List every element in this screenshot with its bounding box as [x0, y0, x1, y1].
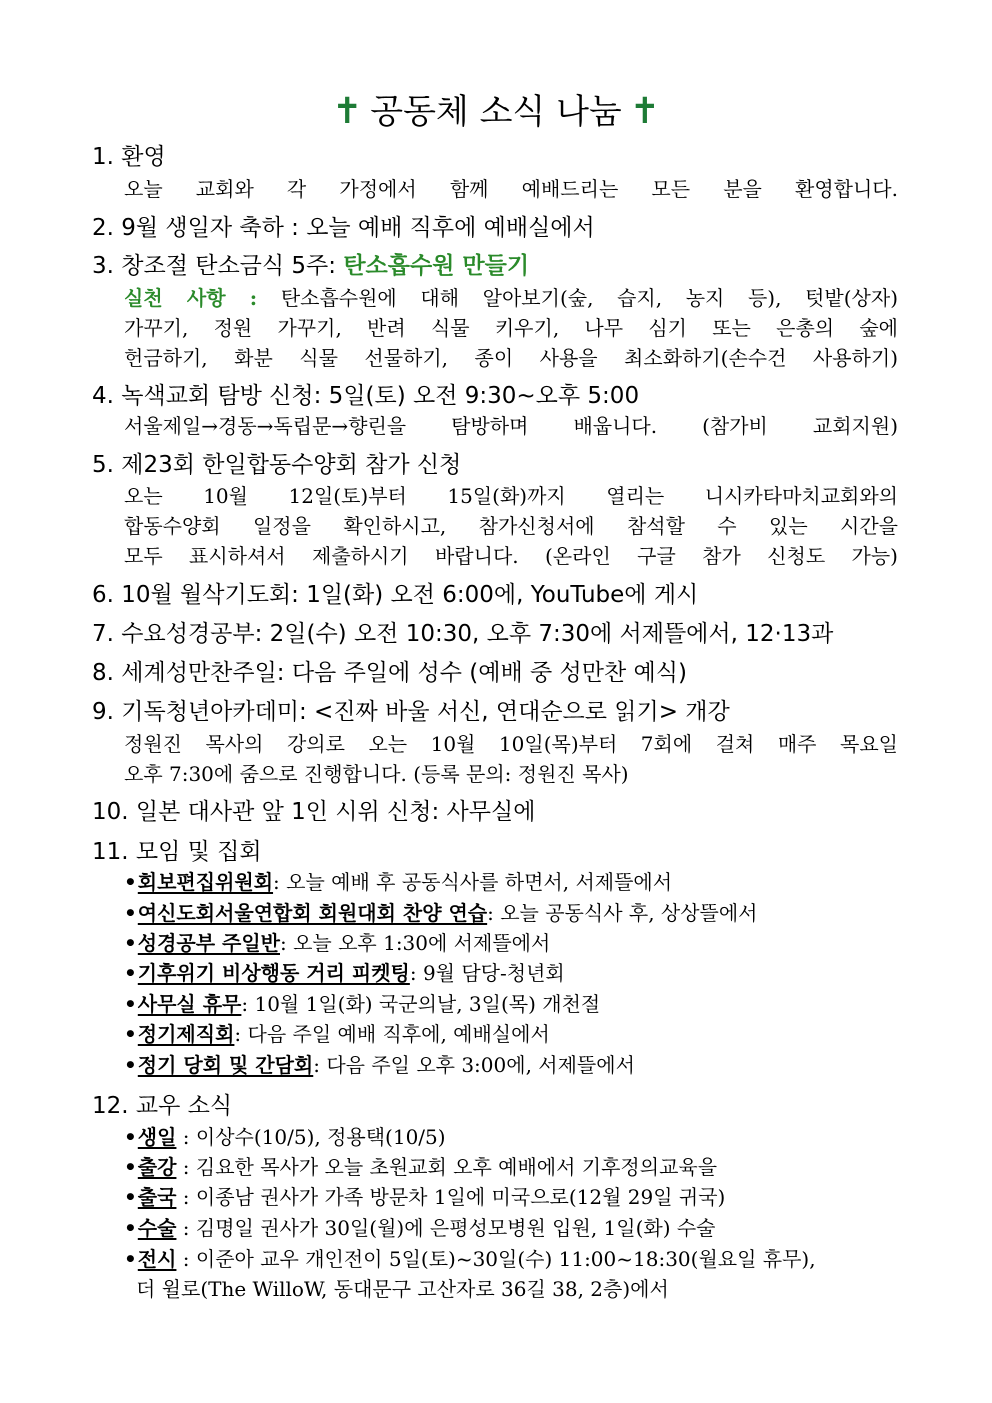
list-item: •회보편집위원회: 오늘 예배 후 공동식사를 하면서, 서제뜰에서	[124, 870, 673, 894]
item-12-heading: 12. 교우 소식	[92, 1093, 233, 1119]
item-3-line-1: 실천 사항 : 탄소흡수원에 대해 알아보기(숲, 습지, 농지 등), 텃밭(상자)	[124, 286, 899, 310]
title-text: 공동체 소식 나눔	[370, 92, 622, 132]
item-7-heading: 7. 수요성경공부: 2일(수) 오전 10:30, 오후 7:30에 서제뜰에서, 12·13과	[92, 621, 834, 647]
item-5-line-3: 모두 표시하셔서 제출하시기 바랍니다. (온라인 구글 참가 신청도 가능)	[124, 544, 898, 568]
item-4-line: 서울제일→경동→독립문→향린을 탐방하며 배웁니다. (참가비 교회지원)	[124, 414, 898, 438]
item-11-heading: 11. 모임 및 집회	[92, 839, 262, 865]
item-10-heading: 10. 일본 대사관 앞 1인 시위 신청: 사무실에	[92, 799, 536, 825]
list-item: •기후위기 비상행동 거리 피켓팅: 9월 담당-청년회	[124, 961, 565, 985]
list-item-continuation: 더 윌로(The WilloW, 동대문구 고산자로 36길 38, 2층)에서	[136, 1277, 669, 1301]
list-item: •전시 : 이준아 교우 개인전이 5일(토)~30일(수) 11:00~18:30(월요일 휴무),	[124, 1247, 816, 1271]
item-9-line-1: 정원진 목사의 강의로 오는 10월 10일(목)부터 7회에 걸쳐 매주 목요일	[124, 732, 898, 756]
list-item: •출강 : 김요한 목사가 오늘 초원교회 오후 예배에서 기후정의교육을	[124, 1155, 718, 1179]
list-item: •여신도회서울연합회 회원대회 찬양 연습: 오늘 공동식사 후, 상상뜰에서	[124, 901, 758, 925]
item-4-heading: 4. 녹색교회 탐방 신청: 5일(토) 오전 9:30~오후 5:00	[92, 383, 640, 409]
item-5-line-1: 오는 10월 12일(토)부터 15일(화)까지 열리는 니시카타마치교회와의	[124, 484, 898, 508]
list-item: •수술 : 김명일 권사가 30일(월)에 은평성모병원 입원, 1일(화) 수술	[124, 1216, 716, 1240]
item-8-heading: 8. 세계성만찬주일: 다음 주일에 성수 (예배 중 성만찬 예식)	[92, 660, 687, 686]
item-1-line: 오늘 교회와 각 가정에서 함께 예배드리는 모든 분을 환영합니다.	[124, 177, 898, 201]
item-3-line-3: 헌금하기, 화분 식물 선물하기, 종이 사용을 최소화하기(손수건 사용하기)	[124, 346, 898, 370]
page-title	[0, 88, 992, 136]
item-5-line-2: 합동수양회 일정을 확인하시고, 참가신청서에 참석할 수 있는 시간을	[124, 514, 898, 538]
item-5-heading: 5. 제23회 한일합동수양회 참가 신청	[92, 452, 462, 478]
list-item: •생일 : 이상수(10/5), 정용택(10/5)	[124, 1125, 446, 1149]
item-9-heading: 9. 기독청년아카데미: <진짜 바울 서신, 연대순으로 읽기> 개강	[92, 699, 730, 725]
right-cross-icon: ✝	[629, 91, 660, 132]
item-6-heading: 6. 10월 월삭기도회: 1일(화) 오전 6:00에, YouTube에 게시	[92, 582, 699, 608]
left-cross-icon: ✝	[332, 91, 363, 132]
list-item: •성경공부 주일반: 오늘 오후 1:30에 서제뜰에서	[124, 931, 551, 955]
item-3-line-2: 가꾸기, 정원 가꾸기, 반려 식물 키우기, 나무 심기 또는 은총의 숲에	[124, 316, 898, 340]
practice-label: 실천 사항 :	[124, 286, 258, 310]
item-2-heading: 2. 9월 생일자 축하 : 오늘 예배 직후에 예배실에서	[92, 215, 595, 241]
item-9-line-2: 오후 7:30에 줌으로 진행합니다. (등록 문의: 정원진 목사)	[124, 762, 629, 786]
item-1-heading: 1. 환영	[92, 144, 166, 170]
item-3-highlight: 탄소흡수원 만들기	[343, 253, 530, 279]
list-item: •정기제직회: 다음 주일 예배 직후에, 예배실에서	[124, 1022, 550, 1046]
list-item: •정기 당회 및 간담회: 다음 주일 오후 3:00에, 서제뜰에서	[124, 1053, 635, 1077]
list-item: •출국 : 이종남 권사가 가족 방문차 1일에 미국으로(12월 29일 귀국)	[124, 1185, 726, 1209]
list-item: •사무실 휴무: 10월 1일(화) 국군의날, 3일(목) 개천절	[124, 992, 601, 1016]
item-3-heading: 3. 창조절 탄소금식 5주: 탄소흡수원 만들기	[92, 253, 530, 279]
